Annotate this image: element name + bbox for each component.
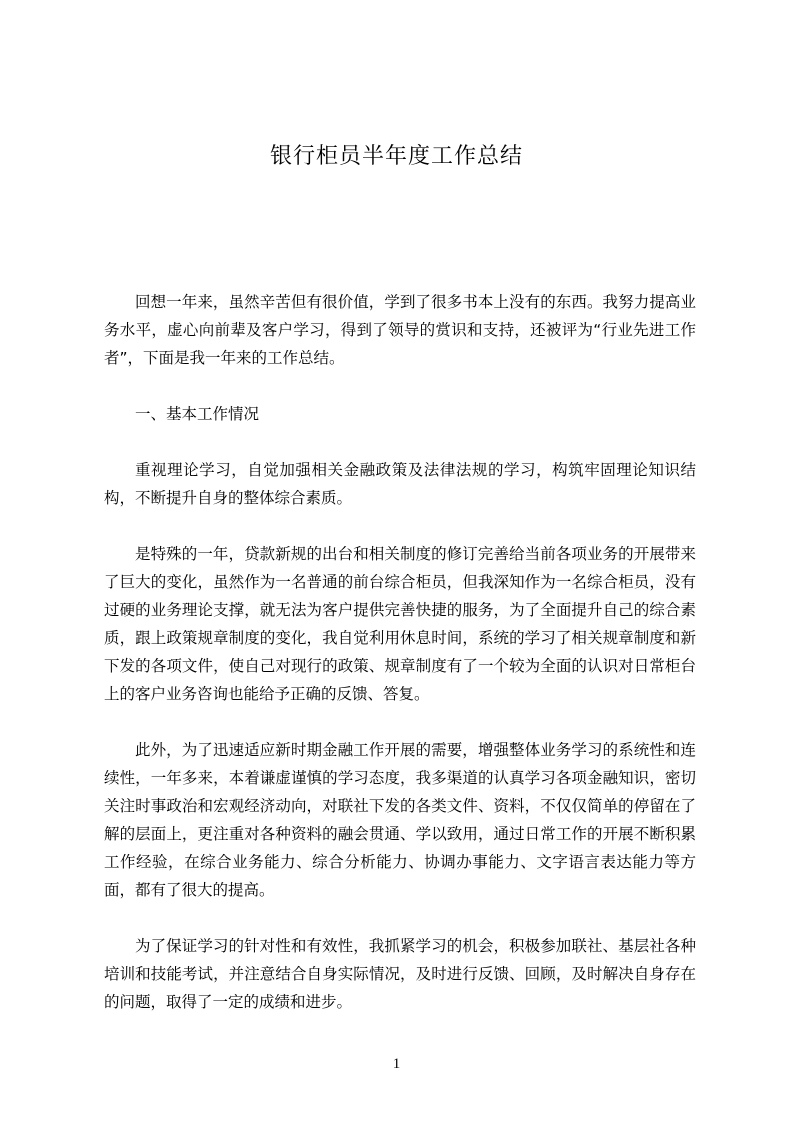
intro-paragraph: 回想一年来，虽然辛苦但有很价值，学到了很多书本上没有的东西。我努力提高业务水平，虚心向前辈及客户学习，得到了领导的赏识和支持，还被评为“行业先进工作者”，下面是我一年来的工作总结。 xyxy=(104,293,696,367)
section-paragraph: 此外，为了迅速适应新时期金融工作开展的需要，增强整体业务学习的系统性和连续性，一年多来，本着谦虚谨慎的学习态度，我多渠道的认真学习各项金融知识，密切关注时事政治和宏观经济动向，对联社下发的各类文件、资料，不仅仅简单的停留在了解的层面上，更注重对各种资料的融会贯通、学以致用，通过日常工作的开展不断积累工作经验，在综合业务能力、综合分析能力、协调办事能力、文字语言表达能力等方面，都有了很大的提高。 xyxy=(104,741,696,899)
document-body xyxy=(104,288,696,1044)
document-title: 银行柜员半年度工作总结 xyxy=(269,144,523,169)
section-paragraph: 为了保证学习的针对性和有效性，我抓紧学习的机会，积极参加联社、基层社各种培训和技能考试，并注意结合自身实际情况，及时进行反馈、回顾，及时解决自身存在的问题，取得了一定的成绩和进步。 xyxy=(104,937,696,1011)
section-heading: 一、基本工作情况 xyxy=(135,405,260,423)
page-number: 1 xyxy=(392,1056,401,1072)
section-paragraph: 重视理论学习，自觉加强相关金融政策及法律法规的学习，构筑牢固理论知识结构，不断提升自身的整体综合素质。 xyxy=(104,461,696,507)
section-paragraph: 是特殊的一年，贷款新规的出台和相关制度的修订完善给当前各项业务的开展带来了巨大的变化，虽然作为一名普通的前台综合柜员，但我深知作为一名综合柜员，没有过硬的业务理论支撑，就无法为客户提供完善快捷的服务，为了全面提升自己的综合素质，跟上政策规章制度的变化，我自觉利用休息时间，系统的学习了相关规章制度和新下发的各项文件，使自己对现行的政策、规章制度有了一个较为全面的认识对日常柜台上的客户业务咨询也能给予正确的反馈、答复。 xyxy=(104,545,696,703)
